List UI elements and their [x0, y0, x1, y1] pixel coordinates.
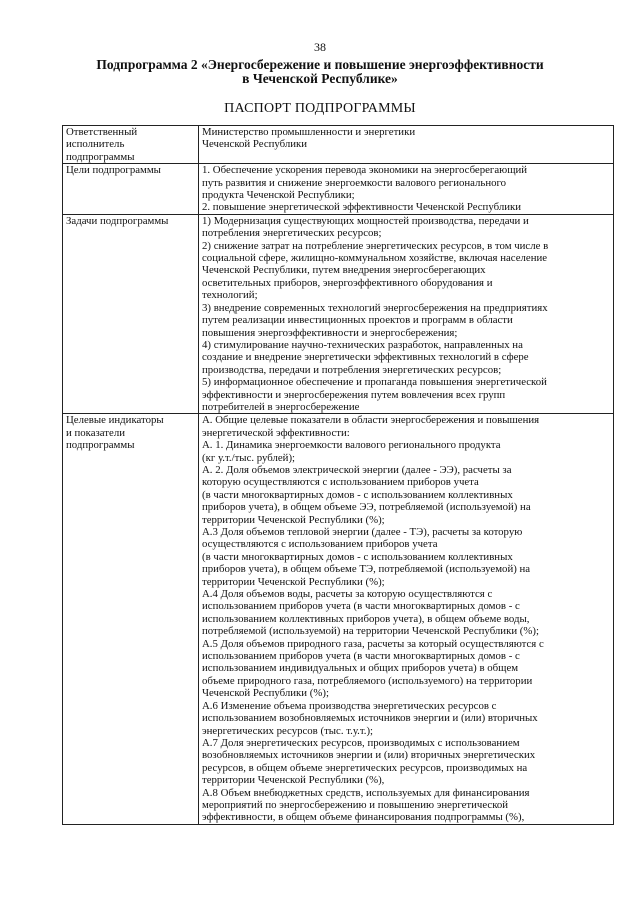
content-line: 5) информационное обеспечение и пропаганда повышения энергетической — [202, 376, 547, 389]
content-line: Министерство промышленности и энергетики — [202, 126, 416, 138]
content-line: А.5 Доля объемов природного газа, расчеты за который осуществляются с — [202, 637, 544, 650]
content-line: использованием приборов учета (в части многоквартирных домов - с — [202, 650, 520, 663]
content-line: А.8 Объем внебюджетных средств, используемых для финансирования — [202, 786, 530, 799]
content-line: А.4 Доля объемов воды, расчеты за которую осуществляются с — [202, 588, 493, 601]
table-row — [63, 126, 614, 164]
row-label-cell — [63, 214, 199, 414]
content-line: Чеченской Республики — [202, 138, 308, 151]
content-line: А.6 Изменение объема производства энергетических ресурсов с — [202, 699, 497, 712]
content-line: А. Общие целевые показатели в области энергосбережения и повышения — [202, 414, 540, 427]
row-content-cell — [199, 214, 614, 414]
content-line: А.3 Доля объемов тепловой энергии (далее - ТЭ), расчеты за которую — [202, 526, 523, 538]
content-line: А.7 Доля энергетических ресурсов, производимых с использованием — [202, 736, 520, 749]
content-line: производства, передачи и потребления энергетических ресурсов; — [202, 363, 502, 376]
content-line: эффективности, в общем объеме финансирования подпрограммы (%), — [202, 811, 525, 824]
content-line: повышения энергоэффективности и энергосбережения; — [202, 326, 458, 339]
content-line: возобновляемых источников энергии и (или) вторичных энергетических — [202, 749, 536, 762]
content-line: использованием приборов учета (в части многоквартирных домов - с — [202, 600, 520, 613]
title-line: в Чеченской Республике» — [242, 71, 398, 86]
content-line: использованием возобновляемых источников энергии и (или) вторичных — [202, 712, 538, 725]
content-line: энергетической эффективности: — [202, 426, 350, 439]
content-line: территории Чеченской Республики (%), — [202, 774, 385, 787]
label-line: подпрограммы — [66, 439, 135, 452]
content-line: путь развития и снижение энергоемкости валового регионального — [202, 176, 507, 189]
title-line: Подпрограмма 2 «Энергосбережение и повышение энергоэффективности — [96, 57, 544, 72]
content-line: 3) внедрение современных технологий энергосбережения на предприятиях — [202, 301, 548, 314]
content-line: осуществляются с использованием приборов учета — [202, 538, 438, 551]
content-line: А. 1. Динамика энергоемкости валового регионального продукта — [202, 439, 501, 452]
row-label-cell — [63, 164, 199, 215]
label-line: подпрограммы — [66, 150, 135, 163]
content-line: потребляемой (используемой) на территории Чеченской Республики (%); — [202, 625, 539, 638]
content-line: использованием индивидуальных и общих приборов учета) в общем — [202, 662, 519, 675]
row-content-cell — [199, 164, 614, 215]
table-row — [63, 414, 614, 824]
content-line: (кг у.т./тыс. рублей); — [202, 451, 296, 464]
table-row — [63, 214, 614, 414]
content-line: осветительных приборов, энергоэффективного оборудования и — [202, 276, 493, 289]
page-number: 38 — [314, 40, 326, 54]
content-line: ресурсов, в общем объеме энергетических ресурсов, производимых на — [202, 761, 528, 774]
content-line: которую осуществляются с использованием приборов учета — [202, 476, 479, 489]
content-line: (в части многоквартирных домов - с использованием коллективных — [202, 488, 513, 501]
content-line: 1) Модернизация существующих мощностей производства, передачи и — [202, 214, 529, 227]
content-line: технологий; — [202, 289, 258, 302]
content-line: объеме природного газа, потребляемого (используемого) на территории — [202, 674, 533, 687]
label-line: Ответственный — [66, 126, 138, 138]
content-line: 2) снижение затрат на потребление энергетических ресурсов, в том числе в — [202, 239, 549, 252]
row-label-cell — [63, 414, 199, 824]
content-line: приборов учета), в общем объеме ТЭ, потребляемой (используемой) на — [202, 563, 531, 576]
content-line: потребления энергетических ресурсов; — [202, 227, 382, 240]
passport-heading: ПАСПОРТ ПОДПРОГРАММЫ — [224, 101, 416, 116]
content-line: продукта Чеченской Республики; — [202, 189, 355, 202]
row-content-cell — [199, 414, 614, 824]
content-line: А. 2. Доля объемов электрической энергии (далее - ЭЭ), расчеты за — [202, 463, 512, 476]
content-line: 1. Обеспечение ускорения перевода экономики на энергосберегающий — [202, 164, 528, 177]
content-line: энергетических ресурсов (тыс. т.у.т.); — [202, 724, 374, 737]
label-line: Цели подпрограммы — [66, 164, 161, 177]
label-line: Целевые индикаторы — [66, 414, 164, 427]
label-line: и показатели — [66, 426, 125, 439]
row-label-cell — [63, 126, 199, 164]
table-row — [63, 164, 614, 215]
content-line: Чеченской Республики, путем внедрения энергосберегающих — [202, 264, 486, 277]
content-line: 4) стимулирование научно-технических разработок, направленных на — [202, 338, 523, 351]
content-line: мероприятий по энергосбережению и повышению энергетической — [202, 798, 509, 811]
content-line: путем реализации инвестиционных проектов и программ в области — [202, 314, 513, 327]
content-line: (в части многоквартирных домов - с использованием коллективных — [202, 550, 513, 563]
content-line: социальной сфере, жилищно-коммунальном хозяйстве, включая население — [202, 252, 548, 265]
content-line: создание и внедрение энергетически эффективных технологий в сфере — [202, 351, 529, 364]
label-line: исполнитель — [66, 138, 125, 151]
subprogram-title — [70, 58, 570, 86]
content-line: эффективности и энергосбережения путем вовлечения всех групп — [202, 388, 506, 401]
content-line: приборов учета), в общем объеме ЭЭ, потребляемой (используемой) на — [202, 501, 531, 514]
content-line: 2. повышение энергетической эффективности Чеченской Республики — [202, 201, 522, 214]
passport-table — [62, 125, 614, 825]
label-line: Задачи подпрограммы — [66, 214, 169, 227]
content-line: потребителей в энергосбережение — [202, 400, 360, 413]
row-content-cell — [199, 126, 614, 164]
content-line: территории Чеченской Республики (%); — [202, 513, 385, 526]
content-line: использованием коллективных приборов учета), в общем объеме воды, — [202, 612, 530, 625]
content-line: Чеченской Республики (%); — [202, 687, 329, 700]
content-line: территории Чеченской Республики (%); — [202, 575, 385, 588]
